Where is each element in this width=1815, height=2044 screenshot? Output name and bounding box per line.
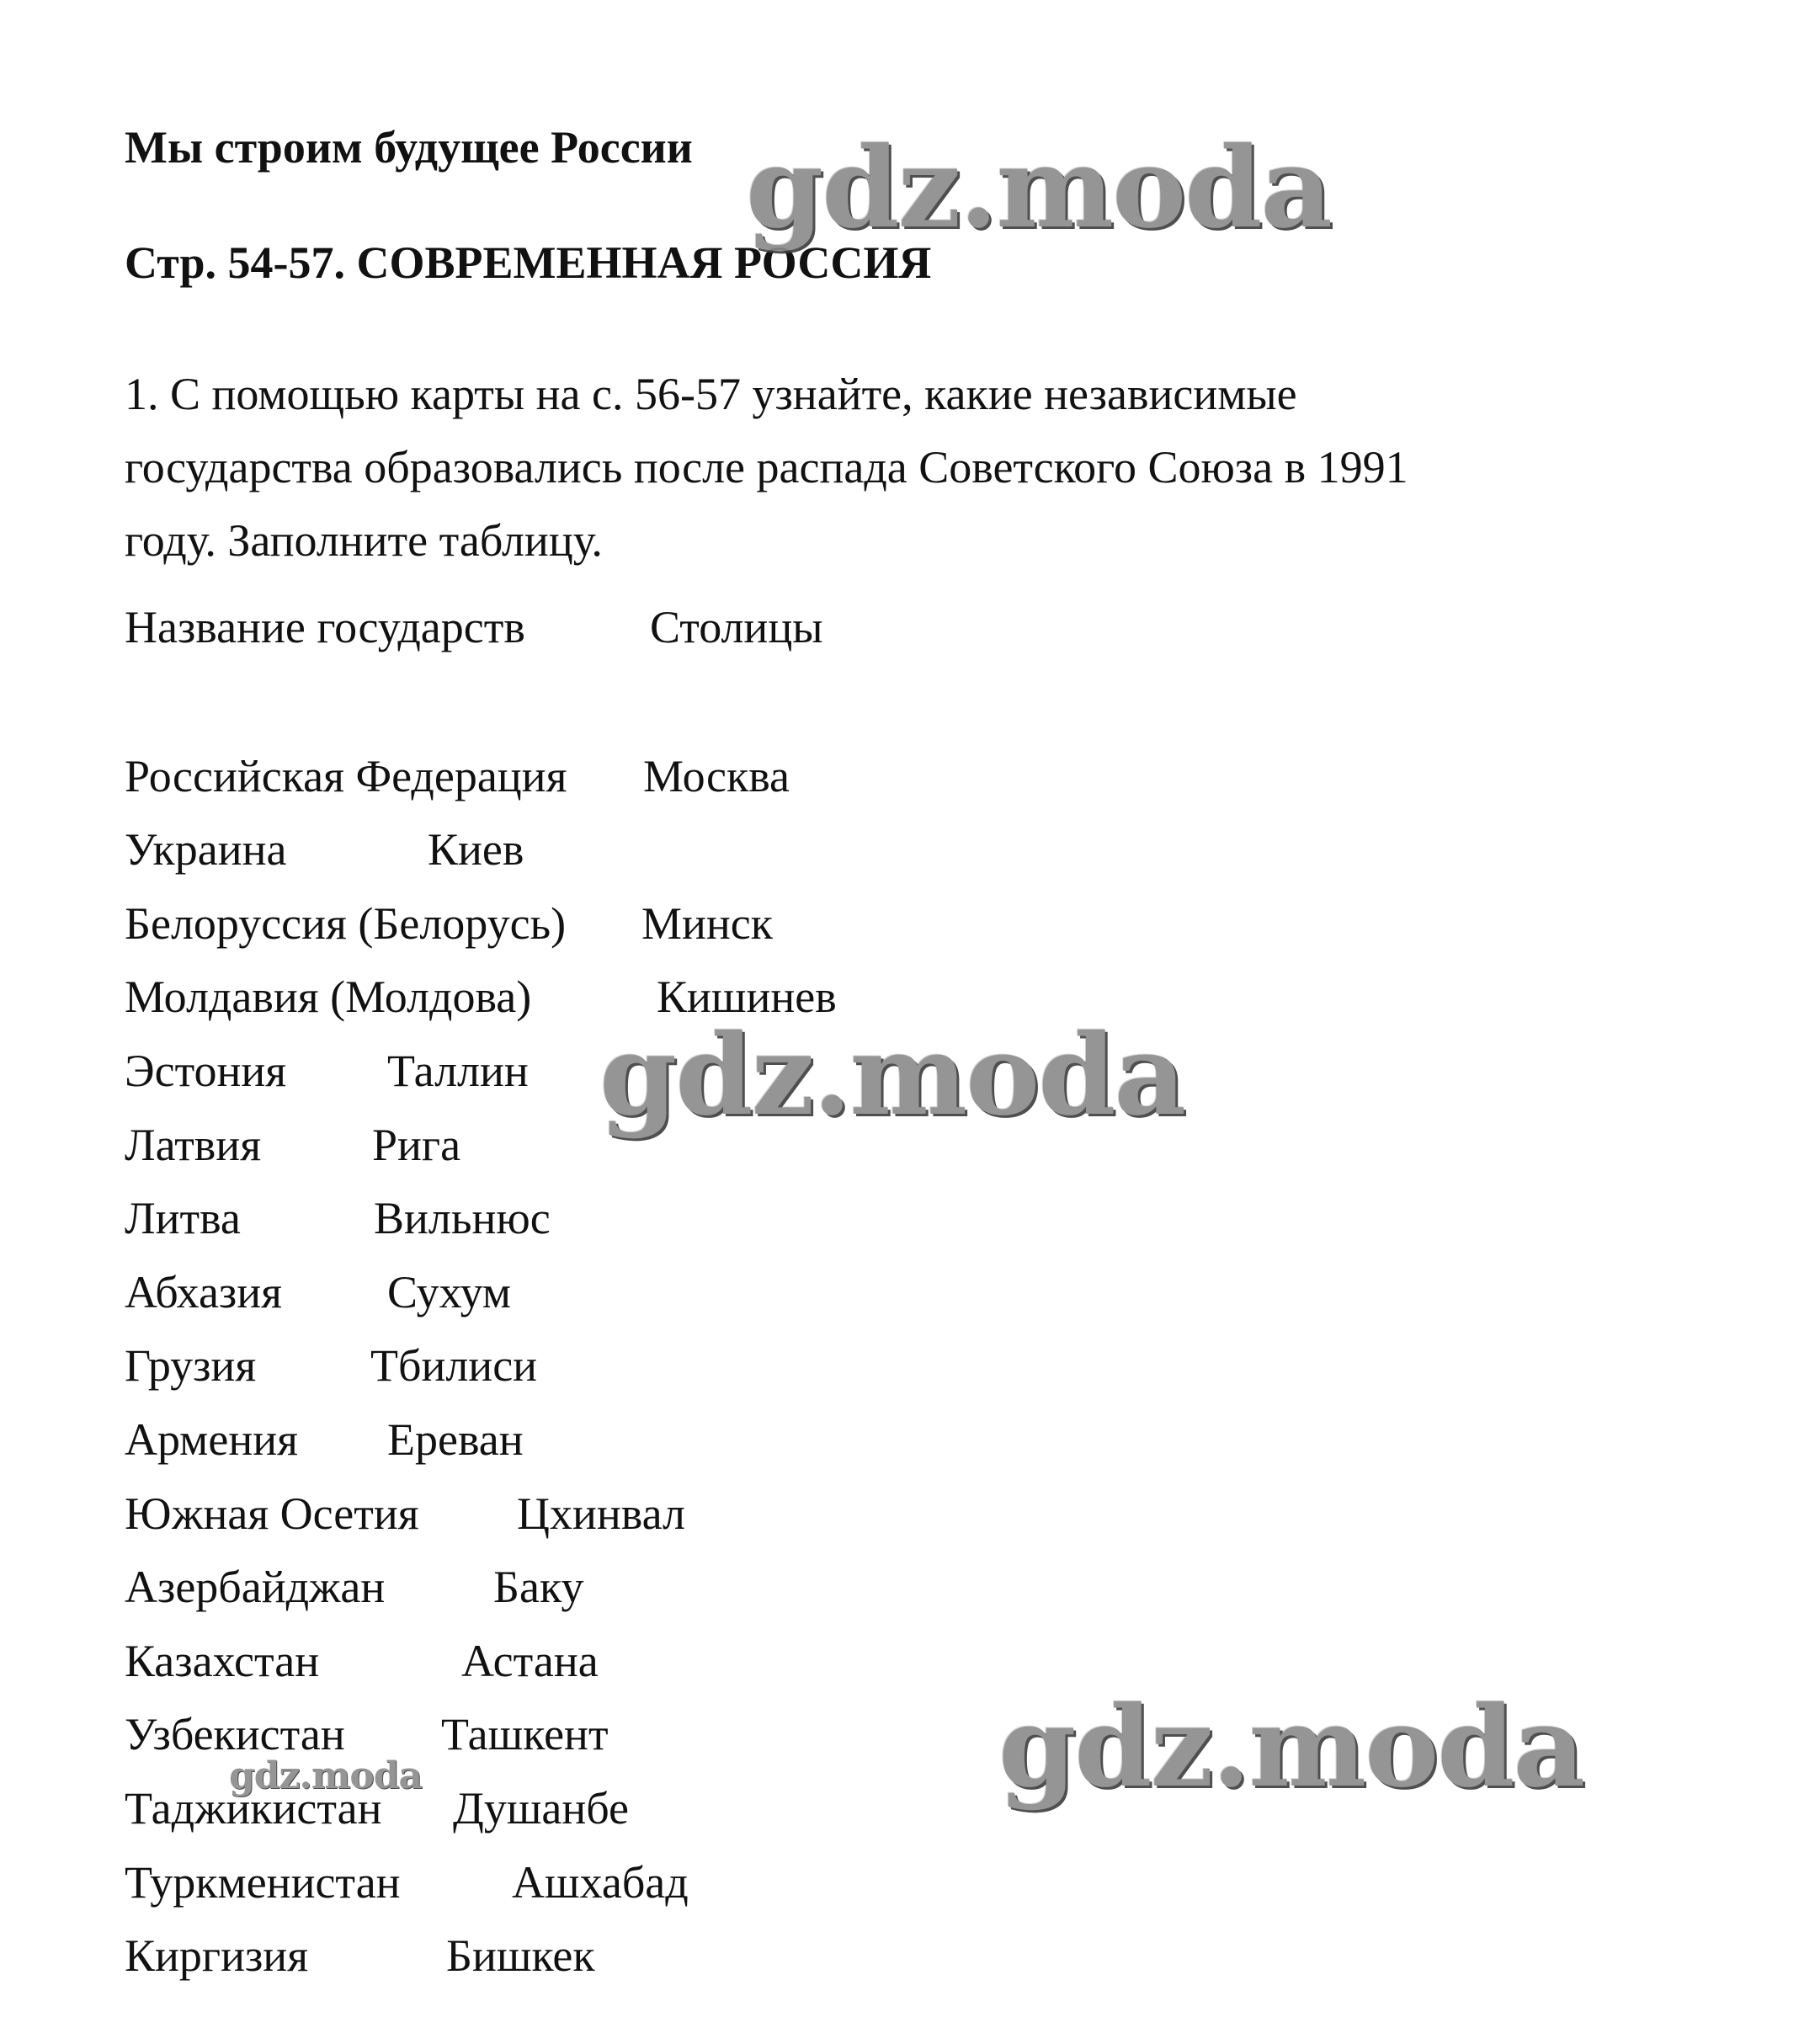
state-name: Грузия	[125, 1340, 257, 1391]
capital-name: Кишинев	[657, 971, 837, 1022]
capital-name: Вильнюс	[374, 1193, 551, 1243]
state-name: Армения	[125, 1414, 298, 1465]
capital-name: Киев	[428, 824, 524, 875]
table-row	[0, 1414, 1815, 1490]
table-row	[0, 1340, 1815, 1416]
table-row	[0, 1857, 1815, 1933]
watermark: gdz.moda	[998, 1682, 1584, 1812]
capital-name: Баку	[493, 1562, 584, 1612]
capital-name: Ташкент	[441, 1709, 609, 1759]
table-row	[0, 753, 1815, 827]
capital-name: Сухум	[387, 1267, 512, 1317]
task-line: государства образовались после распада Советского Союза в 1991	[125, 442, 1408, 492]
capital-name: Бишкек	[446, 1930, 595, 1981]
capital-name: Цхинвал	[517, 1488, 685, 1539]
task-line: году. Заполните таблицу.	[125, 515, 603, 566]
task-line: 1. С помощью карты на с. 56-57 узнайте, какие независимые	[125, 369, 1297, 419]
state-name: Украина	[125, 824, 287, 875]
state-name: Южная Осетия	[125, 1488, 419, 1539]
state-name: Узбекистан	[125, 1709, 345, 1759]
capital-name: Москва	[643, 751, 790, 801]
capital-name: Рига	[372, 1120, 461, 1170]
state-name: Литва	[125, 1193, 241, 1243]
state-name: Казахстан	[125, 1636, 320, 1686]
table-row	[0, 824, 1815, 900]
capital-name: Ереван	[387, 1414, 524, 1465]
watermark: gdz.moda	[229, 1754, 423, 1797]
column-header-capital: Столицы	[650, 602, 823, 652]
state-name: Эстония	[125, 1046, 287, 1096]
state-name: Молдавия (Молдова)	[125, 971, 532, 1022]
table-row	[0, 1267, 1815, 1343]
table-row	[0, 1488, 1815, 1564]
table-row	[0, 898, 1815, 974]
capital-name: Тбилиси	[370, 1340, 538, 1391]
state-name: Азербайджан	[125, 1562, 386, 1612]
state-name: Таджикистан	[125, 1783, 382, 1834]
section-title: Стр. 54-57. СОВРЕМЕННАЯ РОССИЯ	[125, 237, 932, 288]
capital-name: Астана	[461, 1636, 599, 1686]
state-name: Российская Федерация	[125, 751, 567, 801]
capital-name: Таллин	[387, 1046, 529, 1096]
state-name: Абхазия	[125, 1267, 282, 1317]
table-row	[0, 1930, 1815, 2006]
capital-name: Душанбе	[453, 1783, 630, 1834]
table-row	[0, 1195, 1815, 1269]
column-header-state: Название государств	[125, 602, 525, 652]
document-title: Мы строим будущее России	[125, 122, 693, 173]
capital-name: Минск	[641, 898, 774, 949]
watermark: gdz.moda	[599, 1010, 1185, 1141]
table-row	[0, 1564, 1815, 1637]
state-name: Туркменистан	[125, 1857, 401, 1908]
state-name: Белоруссия (Белорусь)	[125, 898, 567, 949]
state-name: Киргизия	[125, 1930, 309, 1981]
watermark: gdz.moda	[746, 123, 1332, 253]
state-name: Латвия	[125, 1120, 262, 1170]
capital-name: Ашхабад	[512, 1857, 689, 1908]
task-text	[125, 358, 1606, 578]
